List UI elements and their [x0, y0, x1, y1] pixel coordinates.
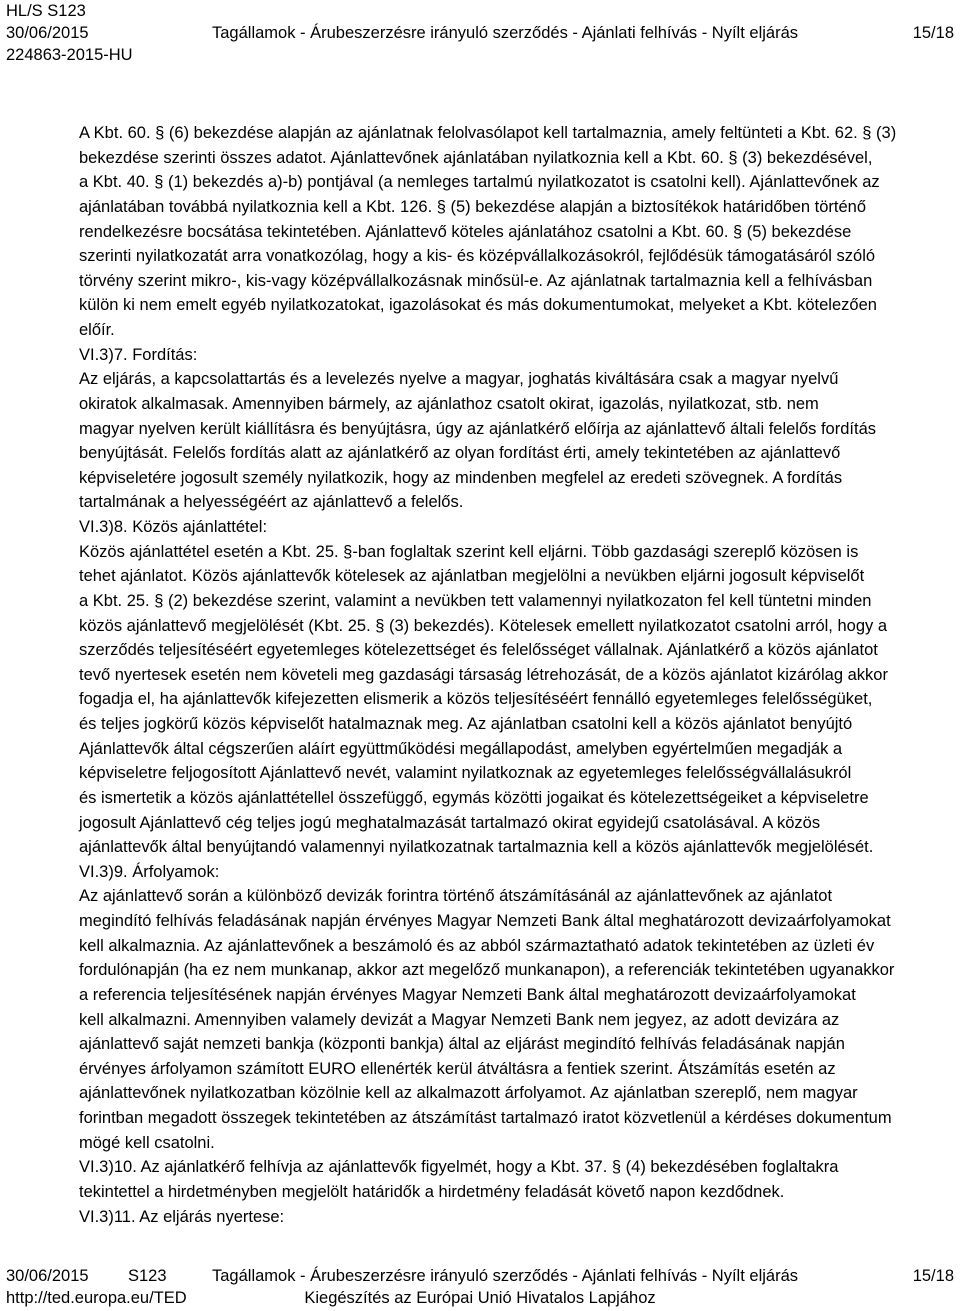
footer-title: Tagállamok - Árubeszerzésre irányuló szerződés - Ajánlati felhívás - Nyílt eljárás — [212, 1267, 798, 1285]
body-line: VI.3)9. Árfolyamok: — [79, 862, 220, 881]
body-line: tevő nyertesek esetén nem követeli meg gazdasági társaság létrehozását, de a közös ajánlatot kizárólag akkor — [79, 665, 888, 684]
body-line: jogosult Ajánlattevő cég teljes jogú meghatalmazását tartalmazó okirat egyidejű csatolásával. A közös — [79, 813, 821, 832]
body-line: érvényes árfolyamon számított EURO ellenérték kerül átváltásra a fentiek szerint. Átszámítás esetén az — [79, 1059, 836, 1078]
body-line: VI.3)11. Az eljárás nyertese: — [79, 1207, 285, 1226]
body-line: a Kbt. 40. § (1) bekezdés a)-b) pontjával (a nemleges tartalmú nyilatkozatot is csatolni kell). Ajánlattevőnek az — [79, 173, 880, 192]
body-line: okiratok alkalmasak. Amennyiben bármely, az ajánlathoz csatolt okirat, igazolás, nyilatkozat, stb. nem — [79, 394, 819, 413]
body-line: Közös ajánlattétel esetén a Kbt. 25. §-ban foglaltak szerint kell eljárni. Több gazdasági szereplő közösen is — [79, 542, 859, 561]
header-code: HL/S S123 — [6, 2, 86, 20]
header-document-id: 224863-2015-HU — [6, 46, 133, 64]
body-line: Az ajánlattevő során a különböző devizák forintra történő átszámításánál az ajánlattevőnek az ajánlatot — [79, 887, 833, 906]
document-body — [79, 121, 955, 1229]
body-line: szerinti nyilatkozatát arra vonatkozólag, hogy a kis- és középvállalkozásokról, fejlődésük támogatásáról szóló — [79, 247, 876, 266]
body-line: tartalmának a helyességéért az ajánlattevő a felelős. — [79, 493, 464, 512]
body-line: rendelkezésre bocsátása tekintetében. Ajánlattevő köteles ajánlatához csatolni a Kbt. 60. § (5) bekezdése — [79, 222, 852, 241]
body-line: VI.3)8. Közös ajánlattétel: — [79, 518, 268, 536]
body-line: külön ki nem emelt egyéb nyilatkozatokat, igazolásokat és más dokumentumokat, melyeket a Kbt. kötelezően — [79, 296, 877, 315]
body-line: és teljes jogkörű közös képviselőt hatalmaznak meg. Az ajánlatban csatolni kell a közös ajánlatot benyújtó — [79, 715, 853, 733]
page-header — [0, 0, 960, 66]
body-line: szerződés teljesítéséért egyetemleges kötelezettséget és felelősséget vállalnak. Ajánlatkérő a közös ajánlatot — [79, 641, 878, 660]
body-line: és ismertetik a közös ajánlattétellel összefüggő, egymás közötti jogaikat és kötelezettségeiket a képviseletre — [79, 788, 869, 807]
body-line: törvény szerint mikro-, kis-vagy középvállalkozásnak minősül-e. Az ajánlatnak tartalmaznia kell a felhívásban — [79, 271, 873, 290]
body-line: ajánlattevő saját nemzeti bankja (központi bankja) által az eljárást megindító felhívás feladásának napján — [79, 1035, 845, 1054]
body-line: ajánlattevők által benyújtandó valamennyi nyilatkozatnak tartalmaznia kell a közös ajánlattevők megjelölését. — [79, 838, 874, 857]
header-date: 30/06/2015 — [6, 24, 89, 42]
body-line: megindító felhívás feladásának napján érvényes Magyar Nemzeti Bank által meghatározott devizaárfolyamokat — [79, 912, 891, 930]
body-line: fordulónapján (ha ez nem munkanap, akkor azt megelőző munkanapon), a referenciák tekintetében ugyanakkor — [79, 961, 895, 980]
body-line: a Kbt. 25. § (2) bekezdése szerint, valamint a nevükben tett valamennyi nyilatkozaton fel kell tüntetni minden — [79, 591, 872, 610]
footer-date: 30/06/2015 — [6, 1267, 89, 1285]
footer-page-number: 15/18 — [912, 1267, 954, 1285]
body-line: kell alkalmaznia. Az ajánlattevőnek a beszámoló és az abból származtatható adatok tekintetében az üzleti év — [79, 936, 875, 955]
body-line: bekezdése szerinti összes adatot. Ajánlattevőnek ajánlatában nyilatkoznia kell a Kbt. 60. § (3) bekezdésével, — [79, 148, 873, 167]
body-line: fogadja el, ha ajánlattevők kifejezetten elismerik a közös teljesítéséért fennálló egyetemleges felelősségüket, — [79, 690, 873, 709]
body-line: közös ajánlattevő megjelölését (Kbt. 25. § (3) bekezdés). Kötelesek emellett nyilatkozatot csatolni arról, hogy a — [79, 616, 888, 635]
body-line: a referencia teljesítésének napján érvényes Magyar Nemzeti Bank által meghatározott devizaárfolyamokat — [79, 985, 856, 1004]
body-line: ajánlattevőnek nyilatkozatban közölnie kell az alkalmazott árfolyamot. Az ajánlatban szereplő, nem magyar — [79, 1084, 858, 1103]
body-line: Ajánlattevők által cégszerűen aláírt együttműködési megállapodást, amelyben egyértelműen megadják a — [79, 739, 843, 758]
body-line: VI.3)7. Fordítás: — [79, 345, 198, 364]
footer-code: S123 — [128, 1267, 167, 1285]
body-line: előír. — [79, 321, 115, 339]
body-line: képviseletre feljogosított Ajánlattevő nevét, valamint nyilatkoznak az egyetemleges felelősségvállalásukról — [79, 764, 852, 783]
body-line: tehet ajánlatot. Közös ajánlattevők kötelesek az ajánlatban megjelölni a nevükben eljárni jogosult képviselőt — [79, 567, 865, 586]
body-line: ajánlatában továbbá nyilatkoznia kell a Kbt. 126. § (5) bekezdése alapján a biztosítékok határidőben történő — [79, 197, 867, 216]
footer-publication: Kiegészítés az Európai Unió Hivatalos Lapjához — [304, 1289, 656, 1307]
page-footer — [0, 1265, 960, 1309]
body-line: VI.3)10. Az ajánlatkérő felhívja az ajánlattevők figyelmét, hogy a Kbt. 37. § (4) bekezdésében foglaltakra — [79, 1158, 839, 1177]
body-line: mögé kell csatolni. — [79, 1133, 215, 1152]
header-title: Tagállamok - Árubeszerzésre irányuló szerződés - Ajánlati felhívás - Nyílt eljárás — [212, 24, 798, 42]
body-line: benyújtását. Felelős fordítás alatt az ajánlatkérő az olyan fordítást érti, amely tekintetében az ajánlattevő — [79, 444, 841, 463]
body-line: tekintettel a hirdetményben megjelölt határidők a hirdetmény feladását követő napon kezdődnek. — [79, 1182, 785, 1201]
footer-url: http://ted.europa.eu/TED — [6, 1289, 187, 1307]
body-line: forintban megadott összegek tekintetében az átszámítást tartalmazó iratot közvetlenül a kérdéses dokumentum — [79, 1109, 892, 1127]
body-line: Az eljárás, a kapcsolattartás és a levelezés nyelve a magyar, joghatás kiváltására csak a magyar nyelvű — [79, 370, 839, 389]
header-page-number: 15/18 — [912, 24, 954, 42]
body-line: A Kbt. 60. § (6) bekezdése alapján az ajánlatnak felolvasólapot kell tartalmaznia, amely feltünteti a Kbt. 62. § (3) — [79, 124, 897, 142]
body-line: kell alkalmazni. Amennyiben valamely devizát a Magyar Nemzeti Bank nem jegyez, az adott devizára az — [79, 1010, 840, 1029]
body-line: magyar nyelven került kiállításra és benyújtásra, úgy az ajánlatkérő előírja az ajánlattevő általi felelős fordítás — [79, 419, 877, 438]
body-line: képviseletére jogosult személy nyilatkozik, hogy az mindenben megfelel az eredeti szövegnek. A fordítás — [79, 468, 843, 487]
